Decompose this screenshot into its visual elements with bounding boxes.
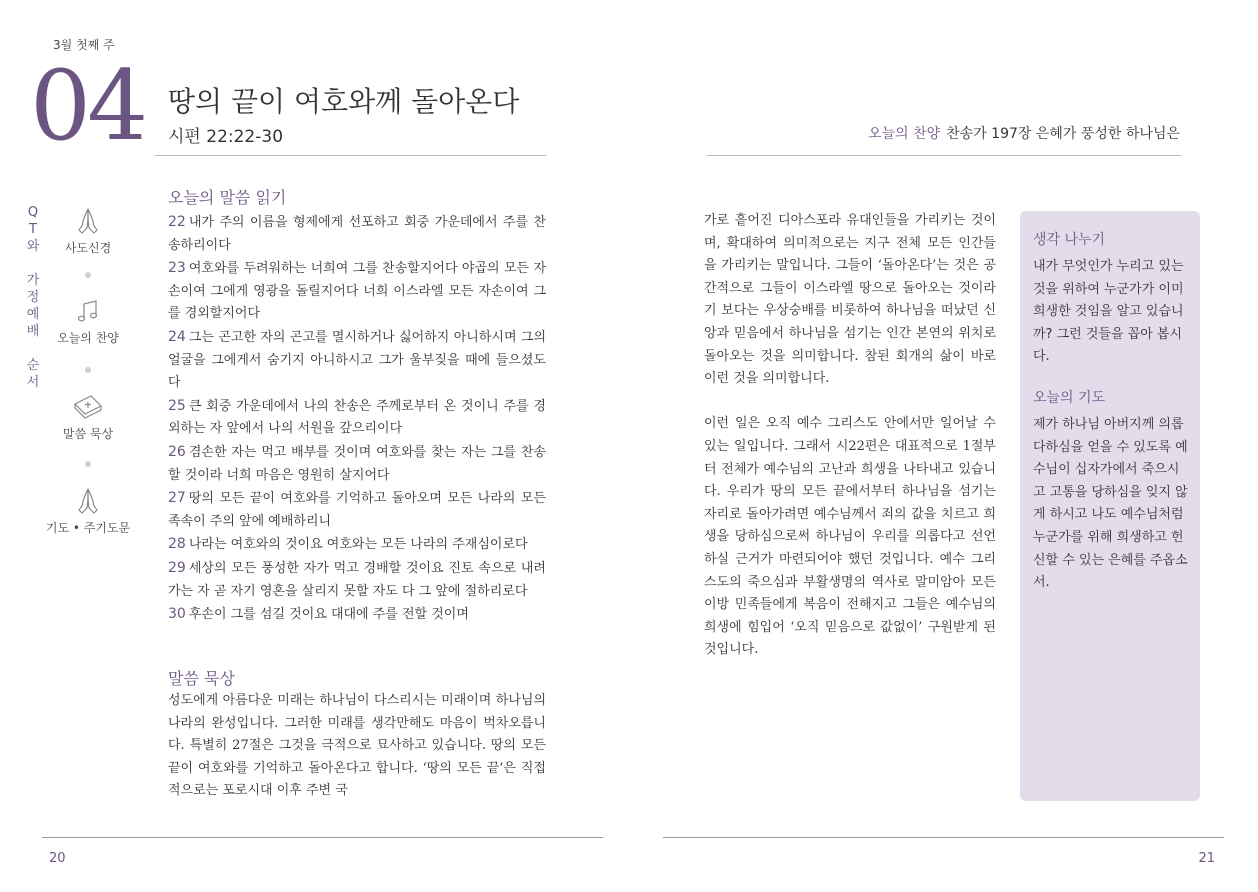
music-note-icon — [72, 298, 104, 326]
verse-number: 24 — [168, 328, 186, 345]
verse-number: 30 — [168, 606, 186, 623]
meditation-text-right — [704, 210, 996, 662]
page-title: 땅의 끝이 여호와께 돌아온다 — [168, 85, 520, 118]
step-todays-hymn — [43, 298, 133, 346]
prayer-text: 제가 하나님 아버지께 의롭다하심을 얻을 수 있도록 예수님이 십자가에서 죽으시고 고통을 당하심을 잊지 않게 하시고 나도 예수님처럼 누군가를 위해 희생하고 헌신할 수 있는 은혜를 주옵소서. — [1033, 417, 1188, 591]
side-char: 배 — [26, 324, 40, 339]
side-char: 정 — [26, 290, 40, 305]
side-char: Q — [27, 205, 39, 220]
verse-text: 나라는 여호와의 것이요 여호와는 모든 나라의 주재심이로다 — [188, 537, 528, 553]
header-divider-right — [707, 155, 1181, 156]
verse-number: 27 — [168, 490, 186, 507]
side-char: 가 — [26, 273, 40, 288]
side-char: 와 — [26, 239, 40, 254]
step-label: 사도신경 — [64, 241, 112, 255]
step-apostles-creed — [43, 206, 133, 256]
verse-number: 29 — [168, 559, 186, 576]
verse-number: 25 — [168, 397, 186, 414]
verse-text: 후손이 그를 섬길 것이요 대대에 주를 전할 것이며 — [188, 607, 469, 623]
share-heading: 생각 나누기 — [1033, 232, 1106, 248]
verse-item — [168, 326, 546, 395]
step-word-meditation — [43, 392, 133, 442]
verse-text: 여호와를 두려워하는 너희여 그를 찬송할지어다 야곱의 모든 자손이여 그에게 영광을 돌릴지어다 너희 이스라엘 모든 자손이여 그를 경외할지어다 — [168, 261, 546, 322]
step-prayer — [43, 486, 133, 536]
vertical-side-title — [24, 204, 42, 391]
side-char: 서 — [26, 375, 40, 390]
verse-item — [168, 487, 546, 533]
step-label: 오늘의 찬양 — [57, 331, 119, 345]
verse-text: 땅의 모든 끝이 여호와를 기억하고 돌아오며 모든 나라의 모든 족속이 주의 앞에 예배하리니 — [168, 491, 546, 529]
step-label: 말씀 묵상 — [62, 427, 114, 441]
verse-text: 세상의 모든 풍성한 자가 먹고 경배할 것이요 진토 속으로 내려가는 자 곧 자기 영혼을 살리지 못할 자도 다 그 앞에 절하리로다 — [168, 560, 546, 599]
verse-text: 겸손한 자는 먹고 배부를 것이며 여호와를 찾는 자는 그를 찬송할 것이라 너희 마음은 영원히 살지어다 — [168, 444, 546, 483]
verse-text: 큰 회중 가운데에서 나의 찬송은 주께로부터 온 것이니 주를 경외하는 자 앞에서 나의 서원을 갚으리이다 — [168, 398, 546, 437]
meditation-paragraph: 가로 흩어진 디아스포라 유대인들을 가리키는 것이며, 확대하여 의미적으로는 지구 전체 모든 인간들을 가리키는 말입니다. 그들이 ‘돌아온다’는 것은 공간적으로 그들이 이스라엘 땅으로 돌아오는 것이라기 보다는 우상숭배를 비롯하여 하나님을 떠났던 신앙과 믿음에서 하나님을 섬기는 인간 본연의 위치로 돌아오는 것을 의미합니다. 참된 회개의 삶이 바로 이런 것을 의미합니다. — [704, 213, 996, 387]
day-number: 04 — [30, 50, 145, 162]
praying-hands-icon — [72, 206, 104, 236]
header-divider-left — [155, 155, 546, 156]
week-label: 3월 첫째 주 — [53, 38, 115, 52]
meditation-heading: 말씀 묵상 — [168, 669, 235, 688]
verse-item — [168, 533, 546, 557]
side-char: 순 — [26, 358, 40, 373]
side-char: 예 — [26, 307, 40, 322]
verse-number: 26 — [168, 443, 186, 460]
verse-item — [168, 257, 546, 326]
verse-item — [168, 557, 546, 603]
step-label: 기도 • 주기도문 — [45, 521, 131, 535]
page-number-right: 21 — [1198, 851, 1215, 866]
todays-hymn — [868, 123, 1180, 143]
verse-item — [168, 211, 546, 257]
meditation-paragraph: 이런 일은 오직 예수 그리스도 안에서만 일어날 수 있는 일입니다. 그래서 시22편은 대표적으로 1절부터 전체가 예수님의 고난과 희생을 나타내고 있습니다. 우리가 땅의 모든 끝에서부터 하나님을 섬기는 자리로 돌아가려면 예수님께서 죄의 값을 치르고 희생을 당하심으로써 하나님이 우리를 의롭다고 선언하실 근거가 마련되어야 했던 것입니다. 예수 그리스도의 죽으심과 부활생명의 역사로 말미암아 모든 이방 민족들에게 복음이 전해지고 그들은 예수님의 희생에 힘입어 ‘오직 믿음으로 값없이’ 구원받게 된 것입니다. — [704, 416, 996, 658]
scripture-reference: 시편 22:22-30 — [168, 127, 284, 147]
step-divider-dot — [85, 367, 91, 373]
verse-item — [168, 603, 546, 627]
page-number-left: 20 — [49, 851, 66, 866]
meditation-text-left: 성도에게 아름다운 미래는 하나님이 다스리시는 미래이며 하나님의 나라의 완성입니다. 그러한 미래를 생각만해도 마음이 벅차오릅니다. 특별히 27절은 그것을 극적으로 묘사하고 있습니다. 땅의 모든 끝이 여호와를 기억하고 돌아온다고 합니다. ‘땅의 모든 끝’은 직접적으로는 포로시대 이후 주변 국 — [168, 693, 546, 799]
verse-item — [168, 395, 546, 441]
verse-text: 그는 곤고한 자의 곤고를 멸시하거나 싫어하지 아니하시며 그의 얼굴을 그에게서 숨기지 아니하시고 그가 울부짖을 때에 들으셨도다 — [168, 329, 546, 391]
bible-icon — [71, 392, 105, 422]
verse-number: 22 — [168, 214, 186, 230]
side-char: T — [29, 222, 37, 237]
hymn-text: 찬송가 197장 은혜가 풍성한 하나님은 — [946, 126, 1180, 142]
praying-hands-icon — [72, 486, 104, 516]
share-text: 내가 무엇인가 누리고 있는 것을 위하여 누군가가 이미 희생한 것임을 알고 있습니까? 그런 것들을 꼽아 봅시다. — [1033, 259, 1184, 365]
verse-number: 28 — [168, 536, 186, 553]
side-gap — [24, 340, 42, 357]
reading-heading: 오늘의 말씀 읽기 — [168, 188, 287, 207]
side-gap — [24, 255, 42, 272]
prayer-heading: 오늘의 기도 — [1033, 390, 1106, 406]
hymn-label: 오늘의 찬양 — [868, 126, 941, 142]
step-divider-dot — [85, 272, 91, 278]
footer-rule-right — [663, 837, 1224, 838]
verse-number: 23 — [168, 260, 186, 277]
step-divider-dot — [85, 461, 91, 467]
verse-list — [168, 211, 546, 627]
verse-text: 내가 주의 이름을 형제에게 선포하고 회중 가운데에서 주를 찬송하리이다 — [168, 215, 546, 253]
footer-rule-left — [42, 837, 603, 838]
verse-item — [168, 441, 546, 487]
